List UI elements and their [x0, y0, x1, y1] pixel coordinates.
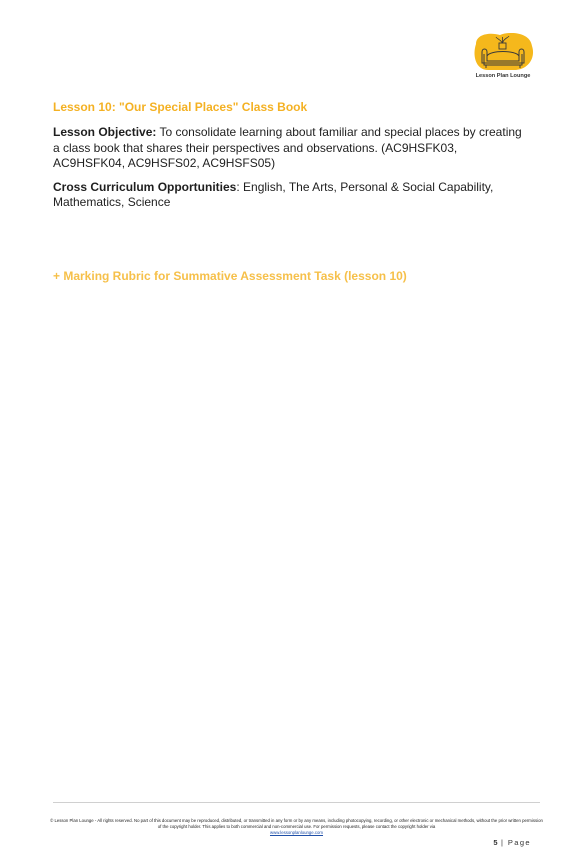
page-word: Page: [507, 838, 531, 847]
copyright-text: © Lesson Plan Lounge - All rights reserved. No part of this document may be reproduced, distributed, or transmitted in any form or by any means, including photocopying, recording, or other electronic or mechanical methods, without the prior written permission of the copyright holder. This applies to both commercial and non-commercial use. For permission requests, please contact the copyright holder via: [50, 818, 543, 830]
website-link[interactable]: www.lessonplanlounge.com: [269, 830, 324, 836]
footer-divider: [53, 802, 540, 803]
logo-text: Lesson Plan Lounge: [475, 73, 531, 79]
cross-curriculum-text: : English, The Arts, Personal & Social Capability, Mathematics, Science: [53, 179, 494, 209]
lesson-objective-text: To consolidate learning about familiar and special places by creating a class book that shares their perspectives and observations. (AC9HSFK03, AC9HSFK04, AC9HSFS02, AC9HSFS05): [53, 125, 522, 170]
sofa-with-plant-icon: [470, 30, 536, 74]
footer-copyright: [50, 818, 543, 837]
lesson-title: Lesson 10: "Our Special Places" Class Book: [53, 100, 308, 114]
page-number: [493, 838, 531, 847]
cross-curriculum: [53, 180, 523, 211]
cross-curriculum-label: Cross Curriculum Opportunities: [53, 179, 237, 194]
marking-rubric-link[interactable]: + Marking Rubric for Summative Assessment Task (lesson 10): [53, 269, 407, 283]
lesson-plan-lounge-logo: [470, 30, 536, 84]
lesson-objective-label: Lesson Objective:: [53, 125, 157, 139]
page-separator: |: [497, 838, 508, 847]
page-number-value: 5: [493, 838, 498, 847]
lesson-objective: [53, 125, 523, 172]
lesson-content: [53, 100, 523, 219]
